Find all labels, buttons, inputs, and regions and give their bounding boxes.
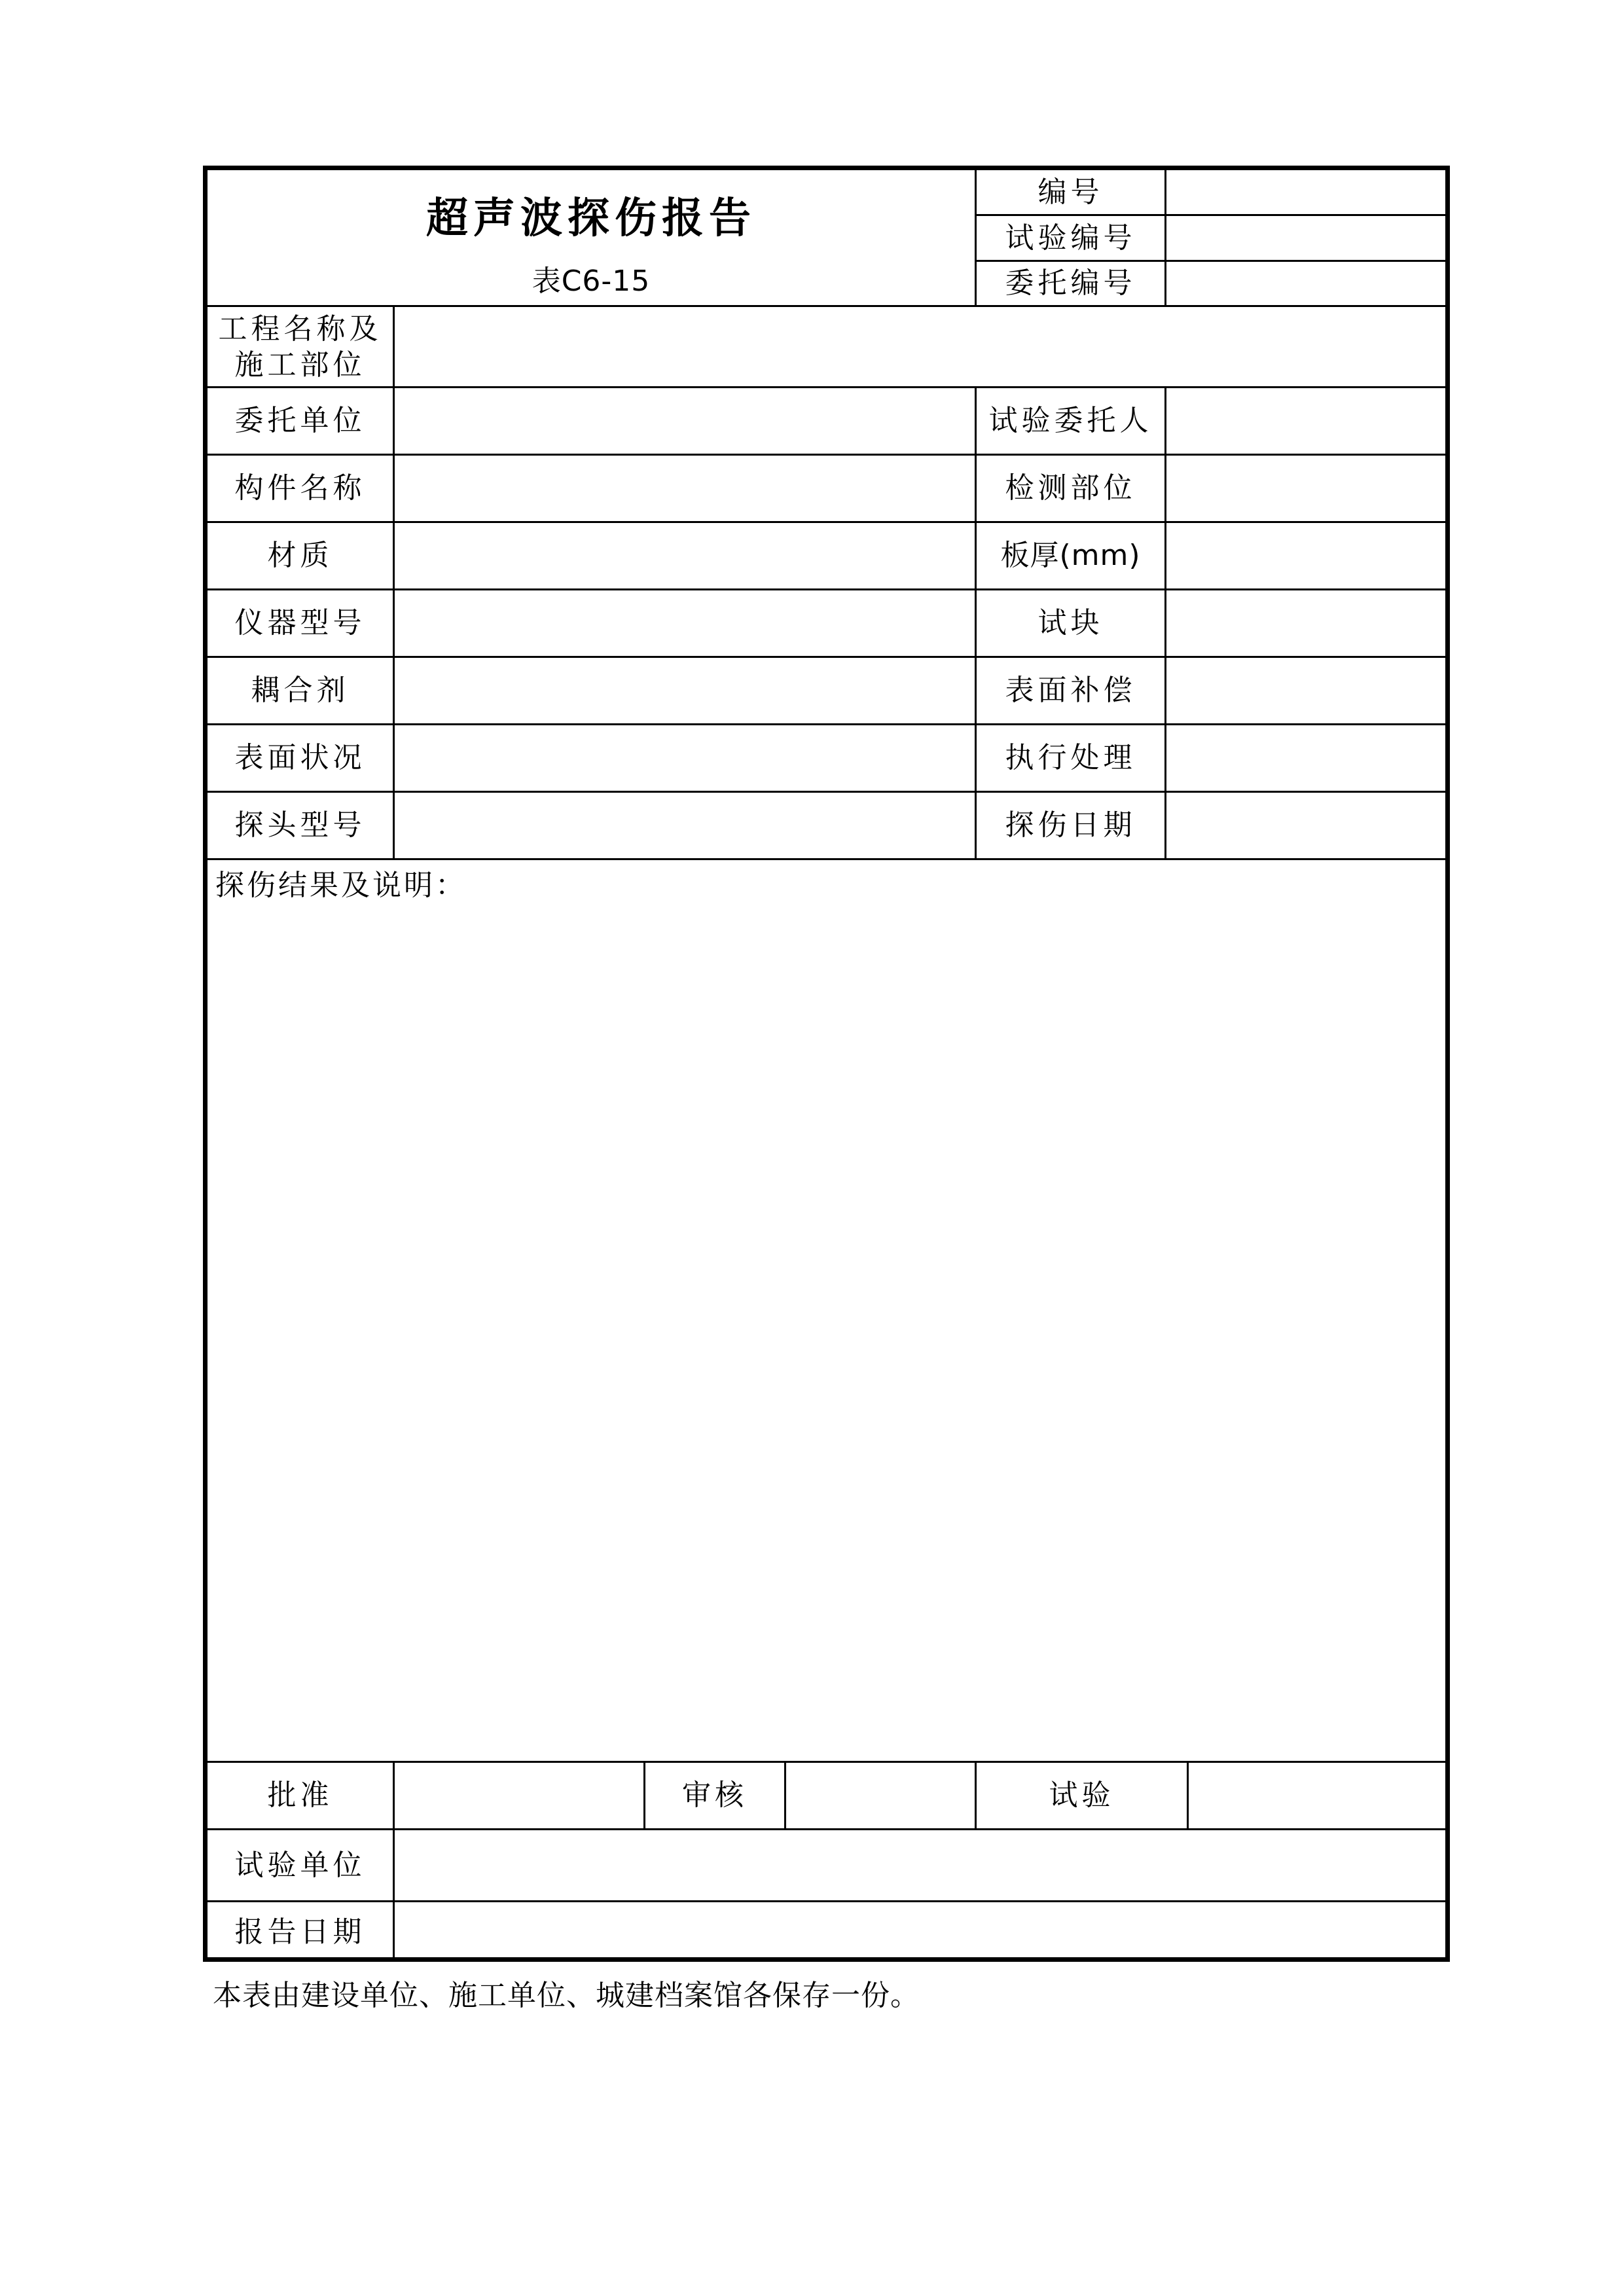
test-unit-field[interactable]	[395, 1830, 1450, 1900]
commissioning-unit-label: 委托单位	[234, 404, 366, 438]
test-number-label: 试验编号	[1005, 221, 1136, 255]
execution-treatment-label: 执行处理	[1005, 741, 1136, 775]
component-name-field[interactable]	[395, 456, 975, 521]
serial-number-field[interactable]	[1166, 170, 1450, 214]
project-name-label-line2: 施工部位	[234, 348, 366, 382]
review-label: 审核	[682, 1779, 748, 1813]
couplant-label: 耦合剂	[251, 674, 350, 708]
test-block-label: 试块	[1038, 606, 1104, 640]
test-label: 试验	[1049, 1779, 1115, 1813]
test-location-label: 检测部位	[1005, 471, 1136, 505]
test-block-field[interactable]	[1166, 590, 1450, 656]
report-date-label: 报告日期	[234, 1915, 366, 1949]
component-name-label: 构件名称	[234, 471, 366, 505]
approve-label: 批准	[267, 1779, 333, 1813]
form-code: 表C6-15	[532, 264, 651, 298]
surface-condition-label: 表面状况	[234, 741, 366, 775]
plate-thickness-label: 板厚(mm)	[1000, 539, 1141, 573]
review-field[interactable]	[786, 1763, 975, 1828]
test-field[interactable]	[1189, 1763, 1450, 1828]
project-name-label-line1: 工程名称及	[218, 312, 382, 346]
couplant-field[interactable]	[395, 658, 975, 723]
serial-number-label: 编号	[1038, 175, 1104, 209]
results-label: 探伤结果及说明：	[215, 869, 467, 903]
material-label: 材质	[267, 539, 333, 573]
approve-field[interactable]	[395, 1763, 643, 1828]
test-client-label: 试验委托人	[988, 404, 1153, 438]
report-date-field[interactable]	[395, 1902, 1450, 1962]
project-name-field[interactable]	[395, 307, 1450, 386]
project-name-label	[208, 307, 393, 386]
commission-number-label: 委托编号	[1005, 266, 1136, 300]
inspection-date-field[interactable]	[1166, 793, 1450, 858]
test-location-field[interactable]	[1166, 456, 1450, 521]
test-unit-label: 试验单位	[234, 1848, 366, 1882]
results-field[interactable]	[215, 910, 1442, 1754]
plate-thickness-field[interactable]	[1166, 523, 1450, 588]
instrument-model-field[interactable]	[395, 590, 975, 656]
material-field[interactable]	[395, 523, 975, 588]
instrument-model-label: 仪器型号	[234, 606, 366, 640]
surface-compensation-label: 表面补偿	[1005, 674, 1136, 708]
surface-compensation-field[interactable]	[1166, 658, 1450, 723]
report-form	[203, 166, 1450, 1962]
report-title: 超声波探伤报告	[426, 194, 756, 244]
test-number-field[interactable]	[1166, 216, 1450, 260]
execution-treatment-field[interactable]	[1166, 725, 1450, 791]
commission-number-field[interactable]	[1166, 262, 1450, 305]
test-client-field[interactable]	[1166, 388, 1450, 454]
inspection-date-label: 探伤日期	[1005, 808, 1136, 842]
surface-condition-field[interactable]	[395, 725, 975, 791]
commissioning-unit-field[interactable]	[395, 388, 975, 454]
footnote: 本表由建设单位、施工单位、城建档案馆各保存一份。	[213, 1979, 920, 2012]
probe-model-label: 探头型号	[234, 808, 366, 842]
probe-model-field[interactable]	[395, 793, 975, 858]
